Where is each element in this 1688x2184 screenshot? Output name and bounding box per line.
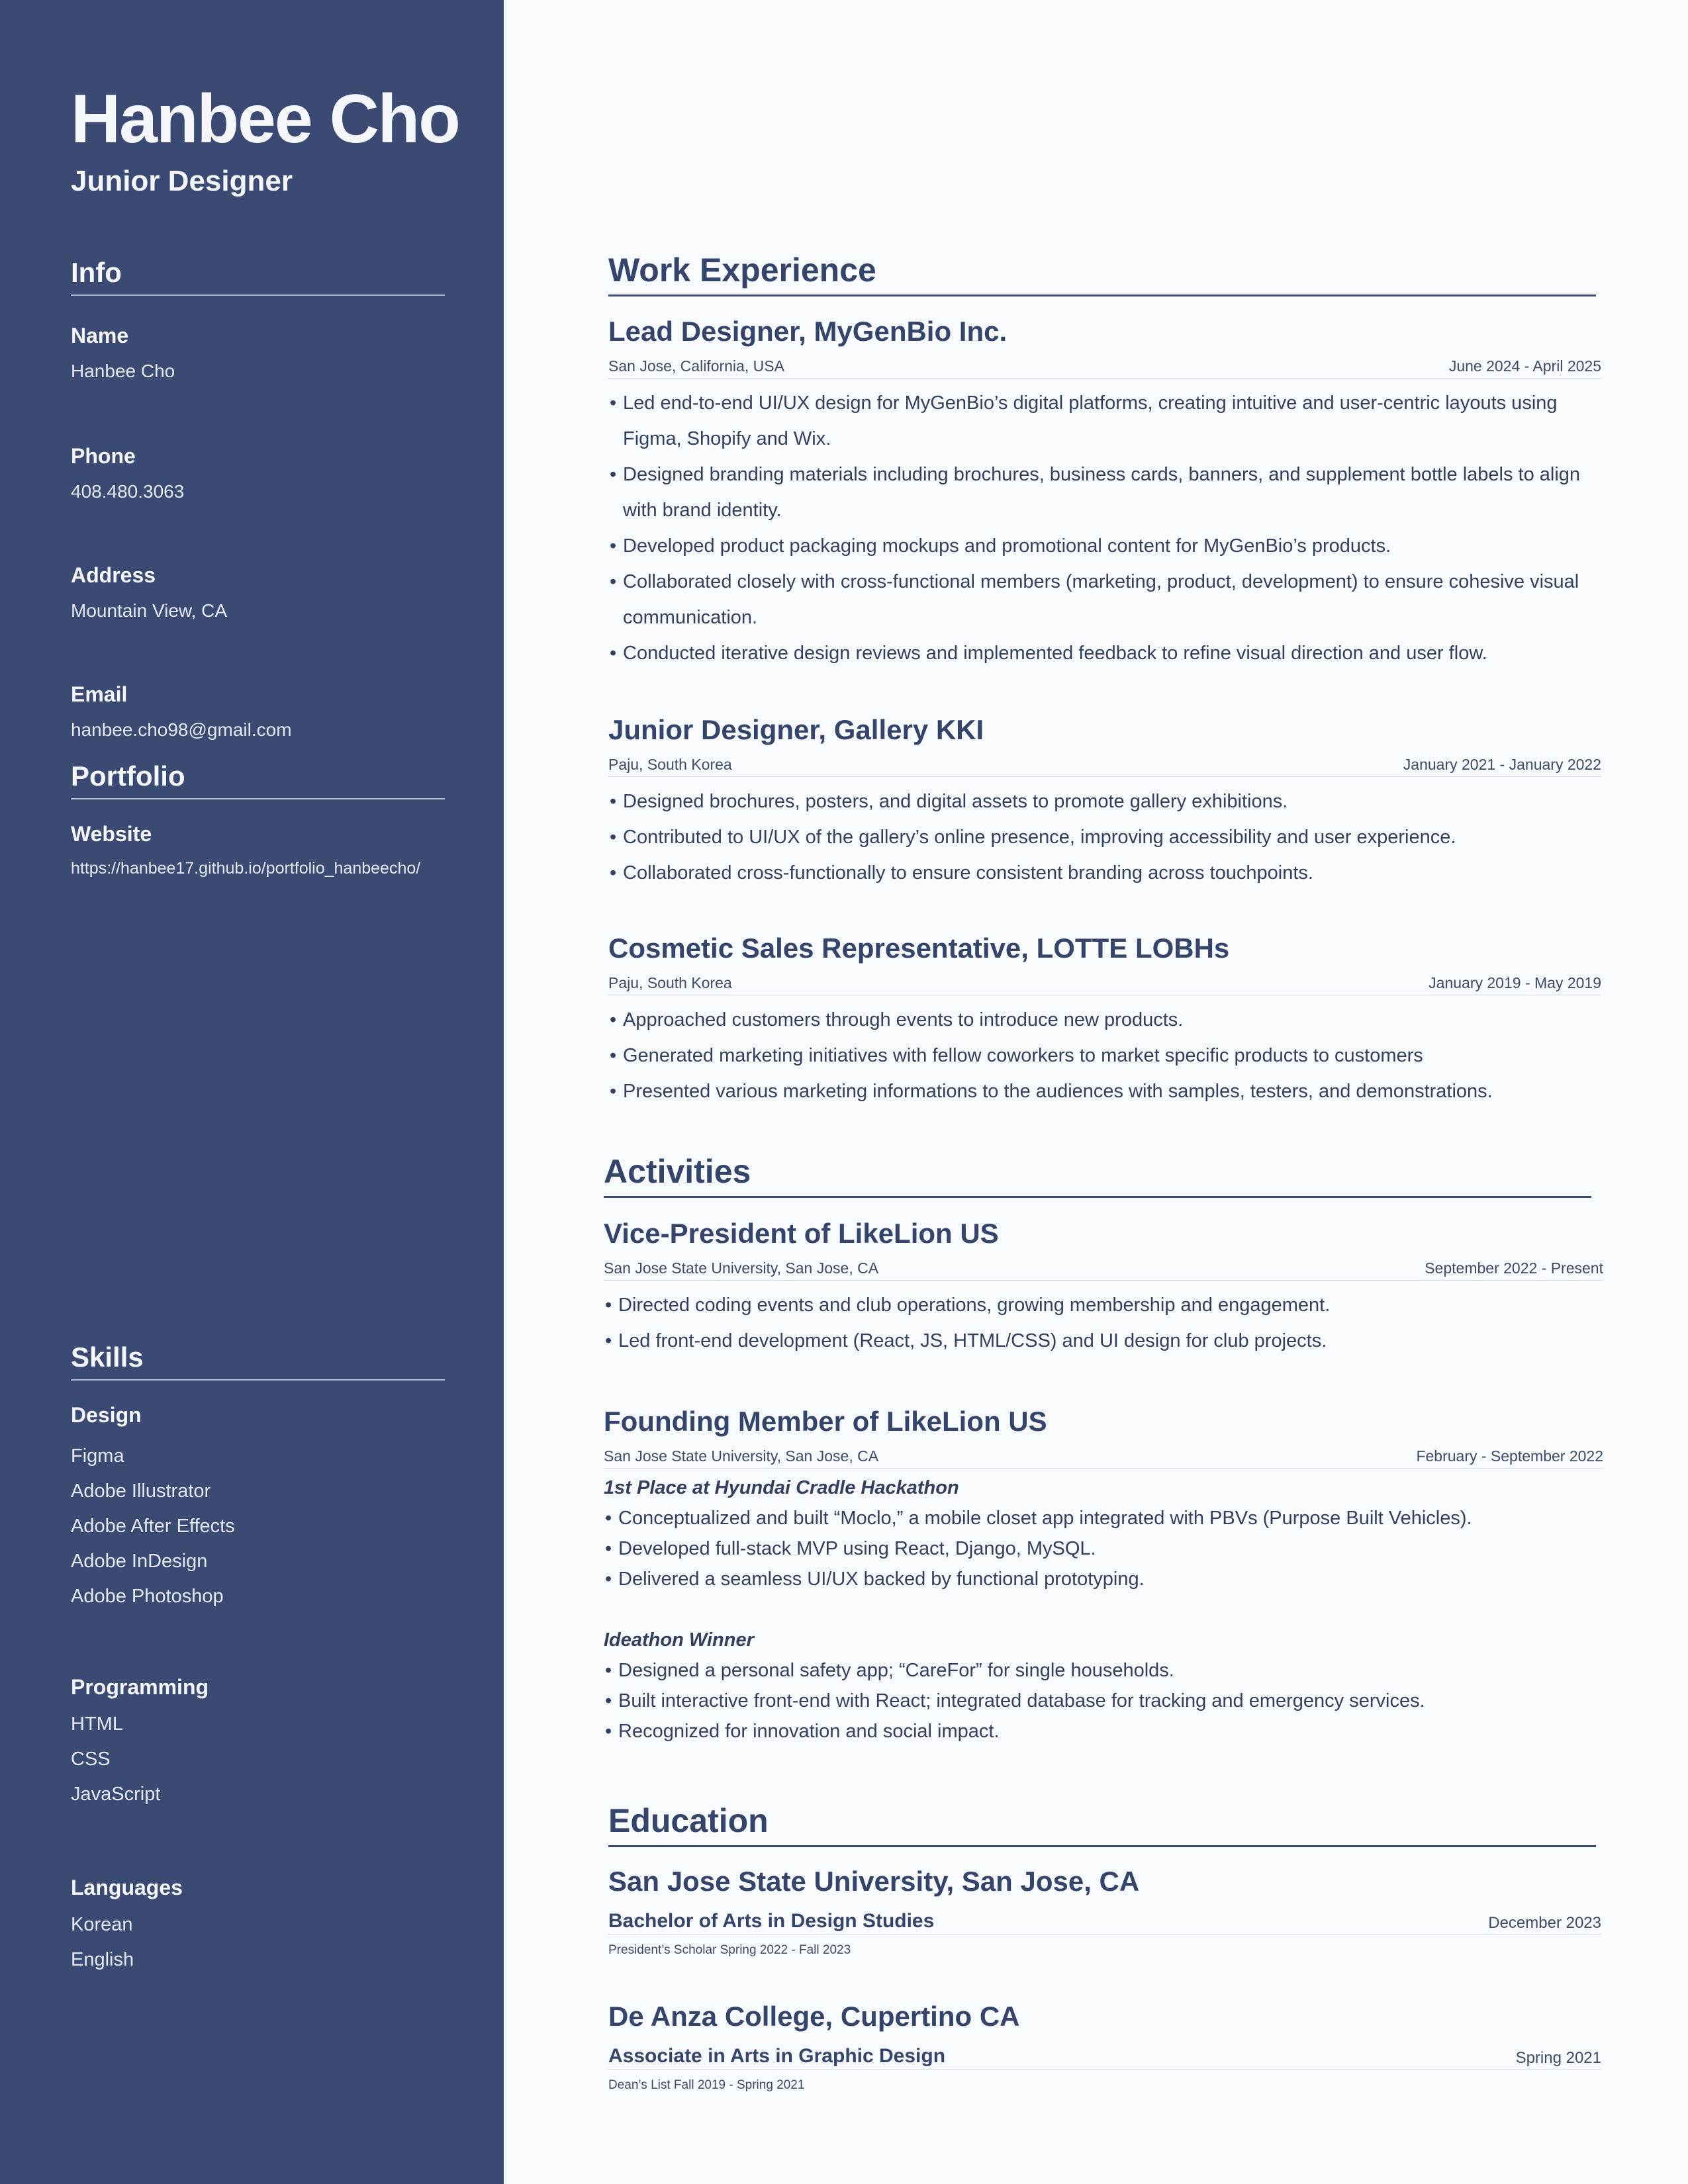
- job-bullet: • Collaborated closely with cross-functional members (marketing, product, development) to ensure cohesive visual communication.: [608, 564, 1601, 635]
- email-link[interactable]: hanbee.cho98@gmail.com: [71, 719, 292, 740]
- award-bullet: • Developed full-stack MVP using React, Django, MySQL.: [604, 1533, 1603, 1564]
- award-bullets: [604, 1503, 1603, 1594]
- award-bullet: • Conceptualized and built “Moclo,” a mobile closet app integrated with PBVs (Purpose Built Vehicles).: [604, 1503, 1603, 1533]
- education-entry: [608, 2003, 1601, 2091]
- skill-item: CSS: [71, 1749, 111, 1770]
- degree-name: Associate in Arts in Graphic Design: [608, 2045, 946, 2067]
- skill-item: Figma: [71, 1445, 124, 1467]
- skill-item: Adobe Illustrator: [71, 1480, 211, 1502]
- degree-row: [608, 1911, 1601, 1934]
- award-bullet: • Recognized for innovation and social impact.: [604, 1716, 1603, 1747]
- award-bullets: [604, 1655, 1603, 1747]
- skill-item: Korean: [71, 1914, 133, 1935]
- job-meta: [608, 757, 1601, 777]
- skill-item: JavaScript: [71, 1784, 161, 1805]
- skill-item: HTML: [71, 1713, 123, 1735]
- job-dates: June 2024 - April 2025: [1448, 357, 1601, 375]
- job-bullet: • Generated marketing initiatives with fellow coworkers to market specific products to customers: [608, 1038, 1601, 1073]
- skill-item: Adobe After Effects: [71, 1516, 235, 1537]
- school-name: De Anza College, Cupertino CA: [608, 2001, 1020, 2032]
- activity-meta: [604, 1449, 1603, 1469]
- activity-entry: [604, 1220, 1603, 1359]
- skills-group-title: Languages: [71, 1876, 183, 1899]
- activity-dates: September 2022 - Present: [1425, 1259, 1603, 1277]
- work-entry: [608, 716, 1601, 891]
- skill-item: Adobe InDesign: [71, 1551, 208, 1572]
- job-dates: January 2021 - January 2022: [1403, 756, 1601, 773]
- job-bullet: • Conducted iterative design reviews and implemented feedback to refine visual direction and user flow.: [608, 635, 1601, 671]
- portfolio-link[interactable]: https://hanbee17.github.io/portfolio_hanbeecho/: [71, 859, 421, 878]
- job-location: San Jose, California, USA: [608, 357, 784, 375]
- award-title: 1st Place at Hyundai Cradle Hackathon: [604, 1477, 959, 1498]
- activity-title: Founding Member of LikeLion US: [604, 1406, 1047, 1437]
- info-value: Hanbee Cho: [71, 361, 175, 381]
- info-heading: Info: [71, 259, 445, 296]
- job-bullet: • Contributed to UI/UX of the gallery’s online presence, improving accessibility and user experience.: [608, 819, 1601, 855]
- activity-bullets: [604, 1287, 1603, 1359]
- skills-group-title: Programming: [71, 1675, 209, 1699]
- job-bullet: • Collaborated cross-functionally to ensure consistent branding across touchpoints.: [608, 855, 1601, 891]
- info-value: 408.480.3063: [71, 481, 185, 502]
- honor-note: Dean’s List Fall 2019 - Spring 2021: [608, 2078, 805, 2092]
- job-bullets: [608, 784, 1601, 891]
- work-entry: [608, 934, 1601, 1109]
- job-bullet: • Led end-to-end UI/UX design for MyGenBio’s digital platforms, creating intuitive and user-centric layouts using Figma, Shopify and Wix.: [608, 385, 1601, 457]
- school-name: San Jose State University, San Jose, CA: [608, 1866, 1140, 1897]
- activity-location: San Jose State University, San Jose, CA: [604, 1259, 879, 1277]
- job-title: Cosmetic Sales Representative, LOTTE LOBHs: [608, 933, 1230, 964]
- job-title: Lead Designer, MyGenBio Inc.: [608, 316, 1008, 347]
- activity-location: San Jose State University, San Jose, CA: [604, 1447, 879, 1465]
- skill-item: Adobe Photoshop: [71, 1586, 224, 1607]
- award-bullet: • Designed a personal safety app; “CareFor” for single households.: [604, 1655, 1603, 1686]
- award-bullet: • Built interactive front-end with React; integrated database for tracking and emergency services.: [604, 1686, 1603, 1716]
- degree-date: December 2023: [1488, 1914, 1601, 1932]
- info-label: Phone: [71, 444, 136, 468]
- education-heading: Education: [608, 1804, 1596, 1847]
- job-bullet: • Developed product packaging mockups and promotional content for MyGenBio’s products.: [608, 528, 1601, 564]
- activity-bullet: • Led front-end development (React, JS, HTML/CSS) and UI design for club projects.: [604, 1323, 1603, 1359]
- job-meta: [608, 976, 1601, 995]
- skills-group-title: Design: [71, 1403, 142, 1427]
- job-meta: [608, 359, 1601, 379]
- work-entry: [608, 318, 1601, 671]
- education-entry: [608, 1868, 1601, 1956]
- work-heading: Work Experience: [608, 253, 1596, 296]
- award-title: Ideathon Winner: [604, 1629, 754, 1651]
- skills-heading: Skills: [71, 1343, 445, 1381]
- job-bullet: • Designed branding materials including brochures, business cards, banners, and supplement bottle labels to align with brand identity.: [608, 457, 1601, 528]
- job-bullets: [608, 1002, 1601, 1109]
- activity-entry: [604, 1408, 1603, 1747]
- honor-note: President’s Scholar Spring 2022 - Fall 2023: [608, 1943, 851, 1957]
- info-label: Email: [71, 682, 128, 706]
- info-label: Name: [71, 324, 129, 347]
- website-label: Website: [71, 822, 152, 846]
- job-bullets: [608, 385, 1601, 671]
- resume-name: Hanbee Cho: [71, 81, 459, 158]
- info-value: Mountain View, CA: [71, 600, 228, 621]
- job-bullet: • Presented various marketing informations to the audiences with samples, testers, and demonstrations.: [608, 1073, 1601, 1109]
- job-title: Junior Designer, Gallery KKI: [608, 714, 984, 745]
- job-location: Paju, South Korea: [608, 756, 732, 773]
- activity-title: Vice-President of LikeLion US: [604, 1218, 999, 1249]
- degree-date: Spring 2021: [1515, 2049, 1601, 2067]
- job-dates: January 2019 - May 2019: [1429, 974, 1601, 991]
- activity-meta: [604, 1261, 1603, 1281]
- degree-name: Bachelor of Arts in Design Studies: [608, 1910, 935, 1932]
- job-location: Paju, South Korea: [608, 974, 732, 991]
- activity-dates: February - September 2022: [1416, 1447, 1603, 1465]
- activity-bullet: • Directed coding events and club operations, growing membership and engagement.: [604, 1287, 1603, 1323]
- activities-heading: Activities: [604, 1155, 1591, 1198]
- resume-title: Junior Designer: [71, 165, 293, 197]
- skill-item: English: [71, 1949, 134, 1970]
- job-bullet: • Approached customers through events to introduce new products.: [608, 1002, 1601, 1038]
- degree-row: [608, 2046, 1601, 2070]
- portfolio-heading: Portfolio: [71, 762, 445, 799]
- award-bullet: • Delivered a seamless UI/UX backed by functional prototyping.: [604, 1564, 1603, 1594]
- info-label: Address: [71, 563, 156, 587]
- job-bullet: • Designed brochures, posters, and digital assets to promote gallery exhibitions.: [608, 784, 1601, 819]
